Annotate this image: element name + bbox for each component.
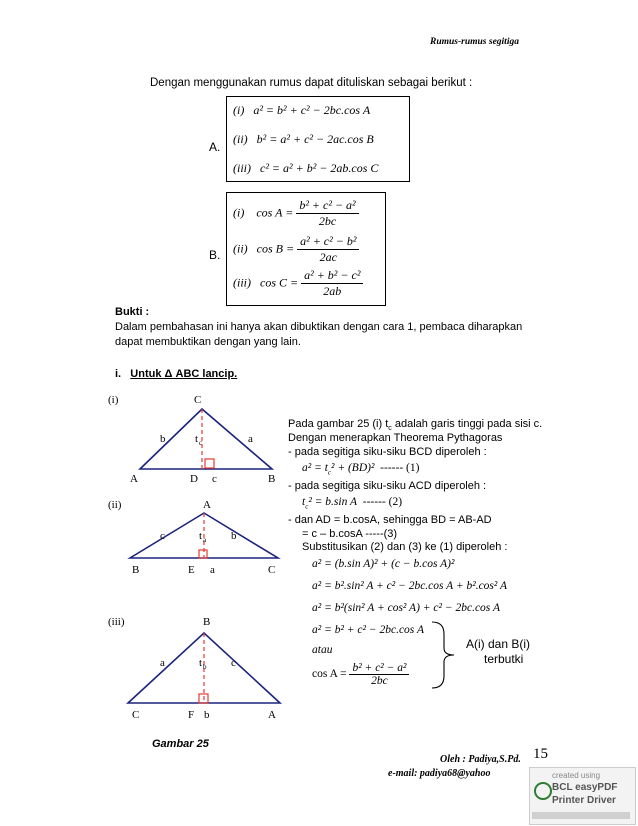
proof-bullet-2: - pada segitiga siku-siku ACD diperoleh : xyxy=(288,480,487,492)
figure-i-tag: (i) xyxy=(108,394,119,406)
bcl-logo-icon xyxy=(534,782,552,800)
proof-eq-1 xyxy=(302,462,419,476)
figure-iii-tag: (iii) xyxy=(108,616,125,628)
brace-icon xyxy=(430,620,470,690)
proof-step-4: a² = b² + c² − 2bc.cos A xyxy=(312,624,424,636)
figure-caption: Gambar 25 xyxy=(152,738,209,750)
proof-eq-1-lhs: a² = t xyxy=(302,462,328,474)
proof-eq-1-sub: c xyxy=(327,468,332,477)
running-header: Rumus-rumus segitiga xyxy=(430,37,519,47)
proof-bullet-3: - dan AD = b.cosA, sehingga BD = AB-AD xyxy=(288,514,492,526)
figure-i-base: c xyxy=(212,473,217,485)
formula-b-2-num: a² + c² − b² xyxy=(300,234,357,248)
figure-i-top: C xyxy=(194,394,202,406)
footer-email: e-mail: padiya68@yahoo xyxy=(388,768,491,779)
figure-iii-height-sub: b xyxy=(203,663,207,671)
proof-eq-1-rhs: ² + (BD)² xyxy=(331,462,375,474)
proof-intro-sub: c xyxy=(388,425,392,433)
formula-b-1-num: b² + c² − a² xyxy=(299,198,356,212)
formula-b-1-fraction xyxy=(296,198,358,229)
figure-iii-top: B xyxy=(203,616,211,628)
bukti-title: Bukti : xyxy=(115,306,150,318)
proof-eq-2-tag: ------ (2) xyxy=(362,496,403,508)
figure-i xyxy=(108,394,275,485)
proof-eq-2-sub: c xyxy=(305,502,309,511)
figure-ii-right: C xyxy=(268,564,276,576)
proof-pythagoras: Dengan menerapkan Theorema Pythagoras xyxy=(288,432,503,444)
figure-ii-base: a xyxy=(210,564,215,576)
proof-eq-2-lhs: t xyxy=(302,496,306,508)
figure-i-foot: D xyxy=(190,473,198,485)
proof-step-3: a² = b²(sin² A + cos² A) + c² − 2bc.cos A xyxy=(312,602,500,614)
proof-final-lhs: cos A = xyxy=(312,668,347,681)
footer-author: Oleh : Padiya,S.Pd. xyxy=(440,754,521,765)
proof-intro xyxy=(288,418,542,432)
figure-iii-right: A xyxy=(268,709,276,721)
figure-ii xyxy=(108,499,278,576)
figure-ii-side-right: b xyxy=(231,530,237,542)
formula-b-1-index: (i) xyxy=(233,205,245,220)
formula-a-3 xyxy=(233,161,378,176)
proof-bullet-1: - pada segitiga siku-siku BCD diperoleh : xyxy=(288,446,487,458)
figure-ii-height-sub: a xyxy=(203,536,207,544)
figure-i-side-left: b xyxy=(160,433,166,445)
figure-ii-tag: (ii) xyxy=(108,499,122,511)
figure-iii-foot: F xyxy=(188,709,195,721)
figure-ii-side-left: c xyxy=(160,530,165,542)
watermark-line-3: Printer Driver xyxy=(552,795,616,806)
formula-b-1-den: 2bc xyxy=(296,213,358,229)
figure-i-height: t xyxy=(195,433,199,445)
figure-i-right: B xyxy=(268,473,276,485)
conclusion-line-1: A(i) dan B(i) xyxy=(466,637,531,651)
bukti-line-1: Dalam pembahasan ini hanya akan dibuktikan dengan cara 1, pembaca diharapkan xyxy=(115,321,523,333)
proof-step-1: a² = (b.sin A)² + (c − b.cos A)² xyxy=(312,558,455,570)
formula-a-2 xyxy=(233,132,374,147)
subsection-title: ABC lancip. xyxy=(175,368,238,380)
proof-eq-2 xyxy=(302,496,402,510)
proof-final xyxy=(312,662,409,687)
proof-bullet-3-cont: = c – b.cosA -----(3) xyxy=(302,528,398,540)
subsection-prefix: Untuk xyxy=(130,368,162,380)
watermark-badge xyxy=(529,767,636,825)
formula-b-2-den: 2ac xyxy=(297,249,359,265)
proof-intro-text-end: adalah garis tinggi pada sisi c. xyxy=(391,418,543,430)
proof-intro-text: Pada gambar 25 (i) t xyxy=(288,418,389,430)
triangle-figures xyxy=(100,385,300,755)
figure-i-right-angle xyxy=(205,459,214,468)
proof-atau: atau xyxy=(312,644,333,656)
formula-b-2 xyxy=(233,234,359,265)
formula-b-1-lhs: cos A = xyxy=(256,205,294,220)
figure-iii-base: b xyxy=(204,709,210,721)
figure-i-height-sub: c xyxy=(199,439,203,447)
subsection-number: i. xyxy=(115,368,122,380)
triangle-symbol: Δ xyxy=(164,368,173,380)
conclusion-line-2: terbutki xyxy=(484,652,524,666)
formula-a-1-expr: a² = b² + c² − 2bc.cos A xyxy=(253,103,371,117)
proof-eq-2-rhs: ² = b.sin A xyxy=(308,496,358,508)
formula-b-3-num: a² + b² − c² xyxy=(304,268,361,282)
subsection-heading xyxy=(115,368,237,380)
formula-b-3-den: 2ab xyxy=(301,283,363,299)
formula-b-2-lhs: cos B = xyxy=(256,241,295,256)
formula-a-2-expr: b² = a² + c² − 2ac.cos B xyxy=(256,132,374,146)
section-b-label: B. xyxy=(209,248,221,262)
formula-b-1 xyxy=(233,198,359,229)
formula-b-2-index: (ii) xyxy=(233,241,248,256)
figure-ii-right-angle xyxy=(199,550,207,558)
formula-b-2-fraction xyxy=(297,234,359,265)
watermark-line-2: BCL easyPDF xyxy=(552,782,618,793)
formula-b-3-fraction xyxy=(301,268,363,299)
figure-ii-height: t xyxy=(199,530,203,542)
formula-a-1 xyxy=(233,103,370,118)
proof-step-2: a² = b².sin² A + c² − 2bc.cos A + b².cos² A xyxy=(312,580,508,592)
formula-b-3-lhs: cos C = xyxy=(260,275,299,290)
proof-final-den: 2bc xyxy=(349,674,409,687)
figure-ii-top: A xyxy=(203,499,211,511)
formula-a-3-index: (iii) xyxy=(233,161,251,175)
watermark-line-1: created using xyxy=(552,771,601,780)
page-number: 15 xyxy=(533,746,548,762)
figure-iii-side-right: c xyxy=(231,657,236,669)
figure-iii xyxy=(108,616,280,721)
proof-substitute: Substitusikan (2) dan (3) ke (1) diperoleh : xyxy=(302,541,508,553)
formula-a-3-expr: c² = a² + b² − 2ab.cos C xyxy=(260,161,379,175)
figure-i-left: A xyxy=(130,473,138,485)
formula-a-2-index: (ii) xyxy=(233,132,248,146)
figure-iii-left: C xyxy=(132,709,140,721)
bukti-line-2: dapat membuktikan dengan yang lain. xyxy=(115,336,301,348)
intro-text: Dengan menggunakan rumus dapat dituliskan sebagai berikut : xyxy=(150,77,473,89)
proof-final-num: b² + c² − a² xyxy=(352,662,407,674)
proof-eq-1-tag: ------ (1) xyxy=(380,462,420,474)
formula-b-3-index: (iii) xyxy=(233,275,251,290)
formula-b-3 xyxy=(233,268,363,299)
figure-iii-height: t xyxy=(199,657,203,669)
figure-ii-foot: E xyxy=(188,564,195,576)
section-a-label: A. xyxy=(209,140,221,154)
proof-final-fraction xyxy=(349,662,409,687)
figure-i-side-right: a xyxy=(248,433,253,445)
figure-iii-side-left: a xyxy=(160,657,165,669)
formula-a-1-index: (i) xyxy=(233,103,245,117)
watermark-strip xyxy=(532,812,630,819)
figure-ii-left: B xyxy=(132,564,140,576)
